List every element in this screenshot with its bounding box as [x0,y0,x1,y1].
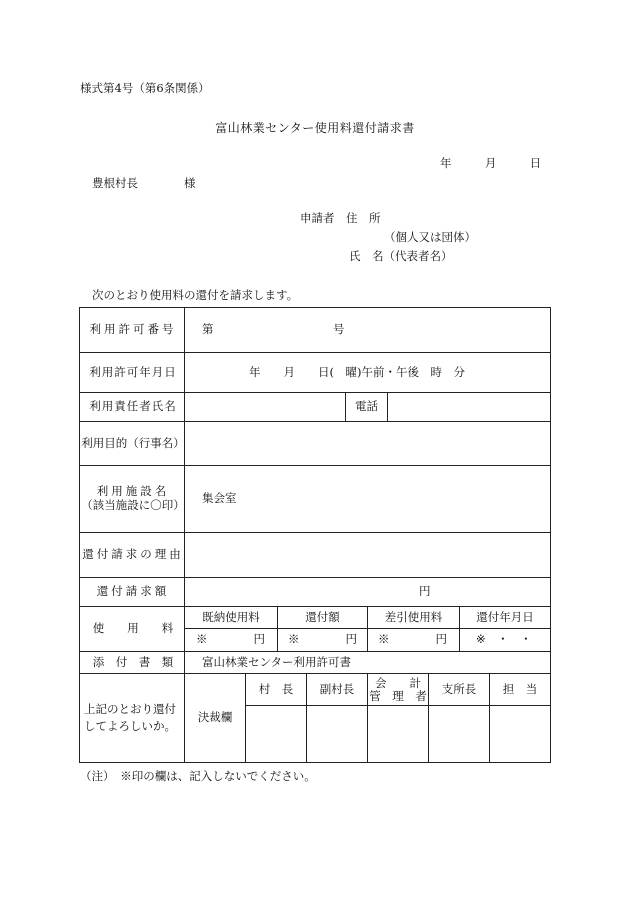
accountant-line2: 管 理 者 [369,688,427,703]
approval-role-deputy-mayor: 副村長 [319,681,355,696]
fee-value-paid: ※ 円 [196,632,265,647]
facility-label-note: （該当施設に〇印） [81,498,185,512]
responsible-name-label: 利用責任者氏名 [89,399,177,414]
fee-header-paid: 既納使用料 [202,609,260,624]
approval-box-label: 決裁欄 [197,710,233,725]
facility-label [81,466,185,532]
permit-number-prefix: 第 [202,322,214,337]
refund-amount-unit: 円 [419,584,431,599]
fee-label: 使 用 料 [92,621,174,636]
permit-date-label: 利用許可年月日 [89,364,177,379]
date-day: 日 [529,156,542,170]
fee-value-net: ※ 円 [378,632,447,647]
facility-label-main: 利用施設名 [96,484,170,499]
document-title: 富山林業センター使用料還付請求書 [215,121,415,135]
date-year: 年 [440,156,452,170]
accountant-line1: 会 計 [375,676,421,691]
form-number-label: 様式第4号（第6条関係） [80,81,210,95]
applicant-name-label: 氏 名（代表者名） [349,249,453,263]
fee-value-refund: ※ 円 [288,632,357,647]
addressee: 豊根村長 様 [92,176,196,190]
applicant-type-note: （個人又は団体） [384,230,476,244]
approval-role-mayor: 村 長 [258,681,294,696]
permit-number-label: 利用許可番号 [89,322,177,337]
fee-header-net: 差引使用料 [384,609,443,624]
approval-role-branch-chief: 支所長 [441,681,477,696]
intro-text: 次のとおり使用料の還付を請求します。 [92,288,299,302]
purpose-label: 利用目的（行事名） [81,435,185,450]
fee-header-refund: 還付額 [305,609,340,624]
refund-reason-label: 還付請求の理由 [82,547,184,562]
refund-amount-label: 還付請求額 [96,584,170,599]
permit-date-value: 年 月 日( 曜)午前・午後 時 分 [249,364,465,379]
footnote: （注） ※印の欄は、記入しないでください。 [80,769,316,783]
approval-question: 上記のとおり還付してよろしいか。 [84,702,176,733]
fee-header-refund-date: 還付年月日 [476,609,534,624]
attachment-value: 富山林業センター利用許可書 [202,654,352,669]
date-month: 月 [484,156,497,170]
attachment-label: 添 付 書 類 [92,654,174,669]
approval-role-staff: 担 当 [502,681,538,696]
applicant-address-label: 申請者 住 所 [300,211,381,225]
permit-number-suffix: 号 [333,322,345,337]
approval-role-accountant [368,674,428,705]
fee-value-refund-date: ※ ・ ・ [476,632,532,647]
facility-value: 集会室 [202,491,237,506]
phone-label: 電話 [355,399,378,414]
